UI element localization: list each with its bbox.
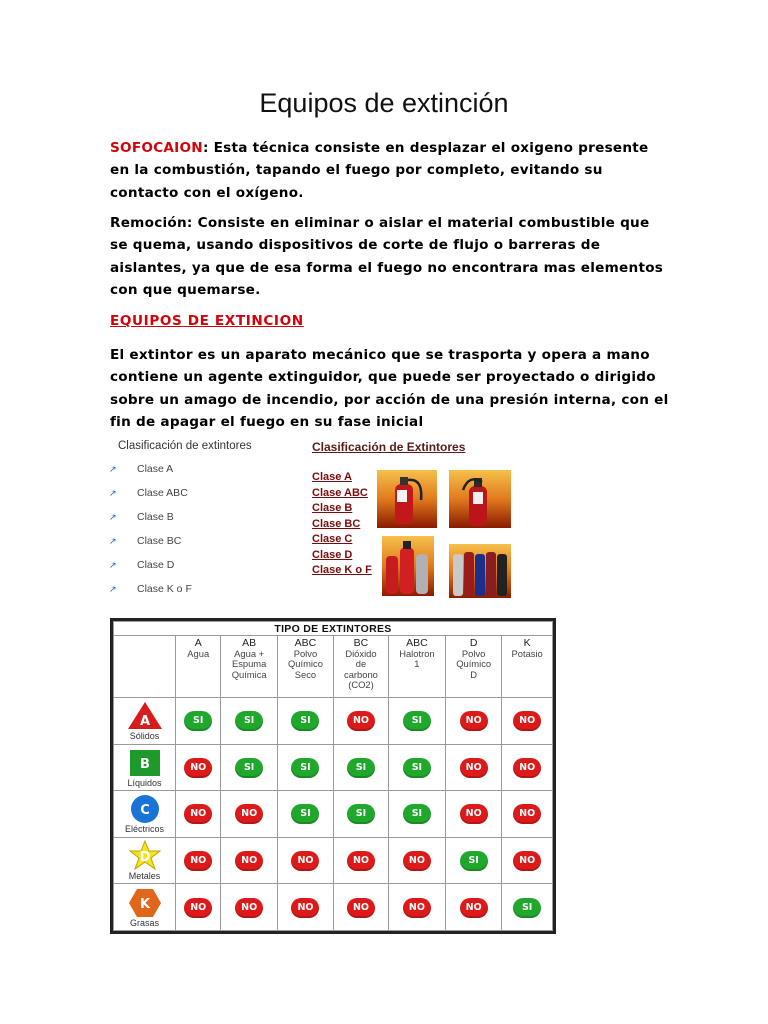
clase-label: Clase A: [312, 471, 352, 483]
table-cell: [388, 884, 445, 931]
extinguisher-image-3: [382, 536, 434, 596]
si-badge: SI: [291, 758, 319, 778]
no-badge: NO: [235, 898, 263, 918]
clase-label: Clase BC: [312, 517, 361, 530]
row-label: Eléctricos: [124, 824, 164, 835]
clase-label: Clase C: [312, 533, 353, 545]
column-desc-line: Agua: [187, 647, 210, 659]
si-badge: SI: [403, 758, 431, 778]
no-badge: NO: [291, 898, 319, 918]
no-badge: NO: [403, 851, 431, 871]
column-desc-line: de: [355, 658, 367, 669]
arrow-icon: ↗: [109, 464, 117, 474]
column-desc-line: Química: [231, 668, 267, 680]
table-cell: [502, 884, 553, 931]
list-item-label: Clase D: [137, 559, 175, 571]
si-badge: SI: [235, 758, 263, 778]
column-code: D: [469, 637, 478, 649]
row-header: [114, 698, 176, 745]
si-badge: SI: [291, 711, 319, 731]
row-header: [114, 837, 176, 884]
table-cell: [445, 791, 501, 838]
table-cell: [502, 698, 553, 745]
table-cell: [388, 744, 445, 791]
table-cell: [445, 744, 501, 791]
table-cell: [176, 698, 221, 745]
column-header: [334, 636, 389, 698]
column-desc-line: Halotron: [399, 647, 435, 659]
no-badge: NO: [184, 851, 212, 871]
column-code: ABC: [294, 637, 317, 649]
row-label: Metales: [128, 871, 161, 882]
column-desc-line: Seco: [294, 668, 317, 680]
svg-text:B: B: [139, 756, 150, 772]
list-item: [109, 462, 288, 486]
no-badge: NO: [347, 851, 375, 871]
column-desc-line: carbono: [344, 668, 378, 680]
table-cell: [334, 837, 389, 884]
table-cell: [221, 791, 277, 838]
square-icon: [114, 747, 175, 778]
equipos-heading: EQUIPOS DE EXTINCION: [110, 313, 304, 329]
svg-text:A: A: [139, 714, 150, 730]
no-badge: NO: [347, 711, 375, 731]
table-cell: [334, 791, 389, 838]
table-title: TIPO DE EXTINTORES: [114, 622, 553, 636]
column-desc-line: Químico: [288, 658, 323, 669]
column-code: A: [194, 637, 202, 649]
table-cell: [221, 698, 277, 745]
row-label: Sólidos: [129, 731, 160, 742]
table-cell: [502, 791, 553, 838]
clasificacion-panel-header: Clasificación de Extintores: [312, 440, 466, 454]
svg-text:D: D: [139, 850, 150, 866]
table-cell: [445, 698, 501, 745]
si-badge: SI: [347, 804, 375, 824]
table-cell: [445, 884, 501, 931]
extinguisher-image-4: [449, 544, 511, 598]
list-item-label: Clase A: [137, 463, 174, 475]
no-badge: NO: [235, 851, 263, 871]
extinguisher-image-2: [449, 470, 511, 528]
arrow-icon: ↗: [109, 536, 117, 546]
si-badge: SI: [291, 804, 319, 824]
row-header: [114, 744, 176, 791]
list-item: [109, 582, 288, 606]
triangle-icon: [114, 700, 175, 731]
no-badge: NO: [513, 851, 541, 871]
column-desc-line: Polvo: [461, 647, 486, 659]
table-row: [114, 884, 553, 931]
table-cell: [445, 837, 501, 884]
tipo-extintores-table: [110, 618, 556, 934]
table-cell: [277, 791, 333, 838]
table-row: [114, 791, 553, 838]
row-label: Grasas: [129, 917, 159, 928]
column-code: AB: [242, 637, 257, 649]
column-desc-line: Químico: [456, 658, 492, 669]
si-badge: SI: [235, 711, 263, 731]
no-badge: NO: [460, 804, 488, 824]
column-desc-line: 1: [414, 658, 420, 669]
row-header: [114, 791, 176, 838]
list-item-label: Clase ABC: [137, 487, 188, 499]
arrow-icon: ↗: [109, 560, 117, 570]
column-header: [277, 636, 333, 698]
list-item: [109, 486, 288, 510]
no-badge: NO: [184, 804, 212, 824]
table-cell: [176, 744, 221, 791]
list-item-label: Clase BC: [137, 535, 182, 547]
table-cell: [176, 884, 221, 931]
table-row: [114, 837, 553, 884]
table-cell: [388, 837, 445, 884]
no-badge: NO: [513, 758, 541, 778]
star-icon: [114, 840, 175, 871]
table-cell: [334, 698, 389, 745]
column-code: K: [523, 637, 531, 649]
list-item: [109, 510, 288, 534]
list-item: [109, 558, 288, 582]
si-badge: SI: [403, 804, 431, 824]
no-badge: NO: [513, 804, 541, 824]
hexagon-icon: [114, 887, 175, 918]
no-badge: NO: [513, 711, 541, 731]
svg-text:K: K: [139, 896, 150, 912]
clasificacion-list: [109, 440, 288, 606]
svg-text:C: C: [139, 803, 150, 819]
row-label: Líquidos: [127, 777, 162, 788]
si-badge: SI: [403, 711, 431, 731]
clase-label: Clase B: [312, 502, 353, 514]
column-header: [502, 636, 553, 698]
circle-icon: [114, 793, 175, 824]
table-cell: [221, 884, 277, 931]
table-cell: [277, 884, 333, 931]
column-header: [176, 636, 221, 698]
column-desc-line: D: [470, 668, 478, 680]
table-cell: [388, 698, 445, 745]
column-desc-line: Espuma: [231, 658, 267, 669]
si-badge: SI: [184, 711, 212, 731]
table-cell: [221, 744, 277, 791]
list-item-label: Clase K o F: [137, 583, 192, 595]
table-cell: [502, 837, 553, 884]
column-header: [221, 636, 277, 698]
no-badge: NO: [347, 898, 375, 918]
si-badge: SI: [347, 758, 375, 778]
column-desc-line: (CO2): [348, 679, 374, 690]
table-cell: [277, 698, 333, 745]
no-badge: NO: [403, 898, 431, 918]
sofocaion-paragraph: [110, 137, 670, 204]
row-header: [114, 884, 176, 931]
corner-cell: [114, 636, 176, 698]
arrow-icon: ↗: [109, 488, 117, 498]
column-code: BC: [353, 637, 369, 649]
column-desc-line: Potasio: [511, 647, 543, 659]
clasificacion-list-header: Clasificación de extintores: [118, 440, 252, 452]
no-badge: NO: [184, 758, 212, 778]
arrow-icon: ↗: [109, 584, 117, 594]
table-cell: [388, 791, 445, 838]
sofocaion-term: SOFOCAION: [110, 140, 203, 156]
table-cell: [334, 884, 389, 931]
table-cell: [176, 837, 221, 884]
table-cell: [277, 744, 333, 791]
column-header: [388, 636, 445, 698]
arrow-icon: ↗: [109, 512, 117, 522]
clasificacion-panel: [312, 440, 512, 600]
clase-label: Clase D: [312, 548, 353, 561]
clase-label: Clase ABC: [312, 486, 368, 499]
si-badge: SI: [513, 898, 541, 918]
list-item-label: Clase B: [137, 511, 174, 523]
remocion-paragraph: Remoción: Consiste en eliminar o aislar el material combustible que se quema, usando dispositivos de corte de flujo o barreras de aislantes, ya que de esa forma el fuego no encontrara mas elementos con que quemarse.: [110, 215, 664, 298]
table-cell: [334, 744, 389, 791]
no-badge: NO: [460, 711, 488, 731]
column-desc-line: Polvo: [293, 647, 318, 659]
column-header: [445, 636, 501, 698]
column-desc-line: Agua +: [234, 647, 265, 659]
page-title: Equipos de extinción: [259, 88, 509, 118]
column-desc-line: Dióxido: [345, 647, 377, 659]
table-cell: [502, 744, 553, 791]
extinguisher-image-1: [377, 470, 437, 528]
column-code: ABC: [406, 637, 428, 649]
no-badge: NO: [460, 898, 488, 918]
no-badge: NO: [235, 804, 263, 824]
extintor-paragraph: El extintor es un aparato mecánico que se trasporta y opera a mano contiene un agente extinguidor, que puede ser proyectado o dirigido sobre un amago de incendio, por acción de una presión interna, con el fin de apagar el fuego en su fase inicial: [110, 347, 669, 430]
clase-label: Clase K o F: [312, 564, 372, 576]
table-row: [114, 698, 553, 745]
table-cell: [176, 791, 221, 838]
table-cell: [277, 837, 333, 884]
no-badge: NO: [460, 758, 488, 778]
table-cell: [221, 837, 277, 884]
no-badge: NO: [291, 851, 319, 871]
sofocaion-text: : Esta técnica consiste en desplazar el oxigeno presente en la combustión, tapando el fuego por completo, evitando su contacto con el oxígeno.: [110, 140, 649, 201]
list-item: [109, 534, 288, 558]
no-badge: NO: [184, 898, 212, 918]
table-row: [114, 744, 553, 791]
si-badge: SI: [460, 851, 488, 871]
